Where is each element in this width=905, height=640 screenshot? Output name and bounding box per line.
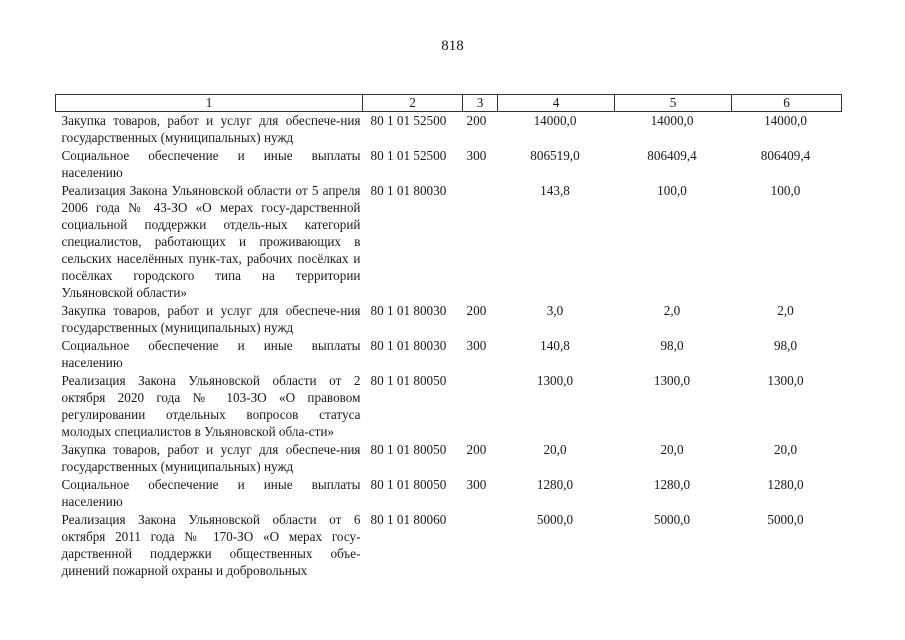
- row-name: Реализация Закона Ульяновской области от 5 апреля 2006 года № 43-ЗО «О мерах госу-дарственной социальной поддержки отдель-ных категорий специалистов, работающих и проживающих в сельских населённых пунк-тах, рабочих посёлках и посёлках городского типа на территории Ульяновской области»: [61, 183, 361, 300]
- row-value-6: 1280,0: [767, 477, 804, 492]
- row-name: Закупка товаров, работ и услуг для обеспече-ния государственных (муниципальных) нужд: [61, 113, 361, 145]
- row-type: 300: [466, 477, 487, 492]
- row-type: [463, 182, 498, 302]
- table-row: [56, 302, 842, 337]
- row-value-6: 5000,0: [767, 512, 804, 527]
- row-value-6: 20,0: [773, 442, 798, 457]
- row-code: 80 1 01 52500: [370, 113, 447, 128]
- column-header-6: 6: [732, 95, 842, 112]
- row-code: 80 1 01 80030: [370, 183, 447, 198]
- row-type: 200: [466, 442, 487, 457]
- row-value-4: 3,0: [546, 303, 564, 318]
- table-row: [56, 441, 842, 476]
- row-value-5: 1280,0: [653, 477, 691, 492]
- budget-table: [55, 94, 842, 580]
- row-name: Социальное обеспечение и иные выплаты населению: [61, 477, 361, 509]
- row-code: 80 1 01 80030: [370, 303, 447, 318]
- row-value-5: 100,0: [657, 183, 687, 198]
- row-value-6: 1300,0: [767, 373, 804, 388]
- table-row: [56, 112, 842, 148]
- row-code: 80 1 01 52500: [370, 148, 447, 163]
- row-code: 80 1 01 80030: [370, 338, 447, 353]
- row-name: Реализация Закона Ульяновской области от 6 октября 2011 года № 170-ЗО «О мерах госу-дарственной поддержки общественных объе-динений пожарной охраны и добровольных: [61, 512, 361, 578]
- column-header-4: 4: [498, 95, 615, 112]
- row-code: 80 1 01 80060: [370, 512, 447, 527]
- row-type: 200: [466, 303, 487, 318]
- table-header-row: [56, 95, 842, 112]
- table-row: [56, 476, 842, 511]
- column-header-5: 5: [615, 95, 732, 112]
- table-row: [56, 182, 842, 302]
- row-value-4: 1300,0: [536, 373, 574, 388]
- row-name: Закупка товаров, работ и услуг для обеспече-ния государственных (муниципальных) нужд: [61, 303, 361, 335]
- row-value-5: 1300,0: [653, 373, 691, 388]
- row-type: 300: [466, 148, 487, 163]
- row-type: 200: [466, 113, 487, 128]
- row-type: [463, 372, 498, 441]
- table-row: [56, 147, 842, 182]
- row-code: 80 1 01 80050: [370, 477, 447, 492]
- column-header-2: 2: [363, 95, 463, 112]
- row-value-6: 2,0: [777, 303, 794, 318]
- row-value-4: 5000,0: [536, 512, 574, 527]
- row-name: Реализация Закона Ульяновской области от 2 октября 2020 года № 103-ЗО «О правовом регулировании отдельных вопросов статуса молодых специалистов в Ульяновской обла-сти»: [61, 373, 361, 439]
- column-header-3: 3: [463, 95, 498, 112]
- row-value-4: 20,0: [543, 442, 567, 457]
- row-value-6: 14000,0: [764, 113, 807, 128]
- row-type: 300: [466, 338, 487, 353]
- column-header-1: 1: [56, 95, 363, 112]
- row-code: 80 1 01 80050: [370, 442, 447, 457]
- row-value-5: 2,0: [663, 303, 681, 318]
- row-value-4: 806519,0: [530, 148, 580, 163]
- row-type: [463, 511, 498, 580]
- row-value-6: 806409,4: [760, 148, 811, 163]
- row-code: 80 1 01 80050: [370, 373, 447, 388]
- row-value-5: 806409,4: [647, 148, 697, 163]
- row-name: Закупка товаров, работ и услуг для обеспече-ния государственных (муниципальных) нужд: [61, 442, 361, 474]
- row-value-4: 14000,0: [533, 113, 577, 128]
- row-value-4: 1280,0: [536, 477, 574, 492]
- page-number: 818: [441, 38, 464, 54]
- row-value-5: 5000,0: [653, 512, 691, 527]
- row-value-4: 140,8: [540, 338, 570, 353]
- row-value-5: 98,0: [660, 338, 684, 353]
- row-value-4: 143,8: [540, 183, 570, 198]
- row-value-5: 14000,0: [650, 113, 694, 128]
- row-value-6: 100,0: [770, 183, 801, 198]
- row-name: Социальное обеспечение и иные выплаты населению: [61, 338, 361, 370]
- row-value-5: 20,0: [660, 442, 684, 457]
- row-value-6: 98,0: [773, 338, 798, 353]
- table-row: [56, 337, 842, 372]
- table-row: [56, 372, 842, 441]
- row-name: Социальное обеспечение и иные выплаты населению: [61, 148, 361, 180]
- table-row: [56, 511, 842, 580]
